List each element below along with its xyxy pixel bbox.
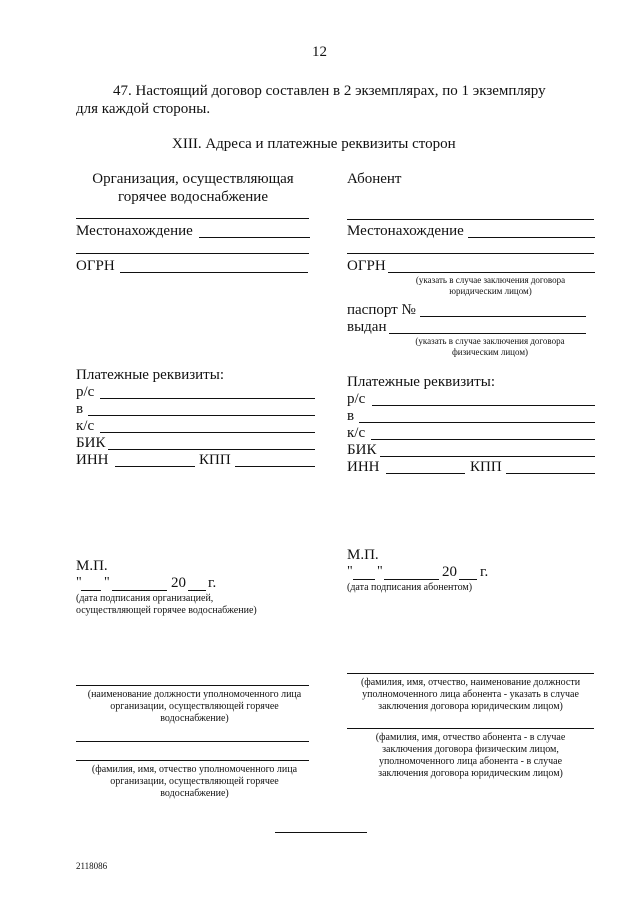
right-issued-field[interactable] bbox=[389, 333, 586, 334]
right-date-quote-close: " bbox=[377, 564, 383, 579]
right-date-day-field[interactable] bbox=[353, 579, 375, 580]
left-location-label: Местонахождение bbox=[76, 223, 193, 239]
clause-line-2: для каждой стороны. bbox=[76, 101, 211, 117]
right-kpp-label: КПП bbox=[470, 459, 502, 475]
left-location-line-2 bbox=[76, 253, 309, 254]
left-kpp-field[interactable] bbox=[235, 466, 315, 467]
right-position-caption-line-1: (фамилия, имя, отчество, наименование должности bbox=[360, 677, 581, 688]
right-date-caption: (дата подписания абонентом) bbox=[347, 582, 473, 593]
left-ks-field[interactable] bbox=[100, 432, 315, 433]
right-location-field[interactable] bbox=[468, 237, 595, 238]
closing-rule bbox=[275, 832, 367, 833]
right-date-month-field[interactable] bbox=[384, 579, 439, 580]
left-name-caption-line-2: организации, осуществляющей горячее bbox=[110, 776, 279, 787]
left-position-caption-line-1: (наименование должности уполномоченного лица bbox=[87, 689, 302, 700]
section-title: XIII. Адреса и платежные реквизиты сторон bbox=[172, 136, 456, 152]
left-rs-label: р/с bbox=[76, 384, 95, 400]
left-kpp-label: КПП bbox=[199, 452, 231, 468]
left-ogrn-label: ОГРН bbox=[76, 258, 115, 274]
left-position-signature-line[interactable] bbox=[76, 685, 309, 686]
right-ogrn-caption-line-1: (указать в случае заключения договора bbox=[415, 275, 566, 285]
left-rs-field[interactable] bbox=[100, 398, 315, 399]
right-ogrn-field[interactable] bbox=[388, 272, 595, 273]
right-location-label: Местонахождение bbox=[347, 223, 464, 239]
right-name-caption-line-1: (фамилия, имя, отчество абонента - в случае bbox=[375, 732, 566, 743]
right-rs-field[interactable] bbox=[372, 405, 595, 406]
right-name-caption-line-3: уполномоченного лица абонента - в случае bbox=[378, 756, 563, 767]
right-v-field[interactable] bbox=[359, 422, 595, 423]
left-name-signature-line[interactable] bbox=[76, 741, 309, 742]
left-date-caption-line-2: осуществляющей горячее водоснабжение) bbox=[76, 605, 257, 616]
right-ogrn-label: ОГРН bbox=[347, 258, 386, 274]
left-heading-line-1: Организация, осуществляющая bbox=[92, 171, 294, 187]
left-bik-field[interactable] bbox=[108, 449, 315, 450]
left-position-caption-line-2: организации, осуществляющей горячее bbox=[110, 701, 279, 712]
left-heading-line-2: горячее водоснабжение bbox=[118, 189, 268, 205]
left-name-line bbox=[76, 218, 309, 219]
right-ogrn-caption-line-2: юридическим лицом) bbox=[449, 286, 532, 296]
right-name-signature-line[interactable] bbox=[347, 728, 594, 729]
left-date-year: 20 bbox=[171, 575, 186, 591]
right-date-suffix: г. bbox=[480, 564, 489, 580]
right-inn-field[interactable] bbox=[386, 473, 465, 474]
left-date-quote-close: " bbox=[104, 575, 110, 590]
right-passport-label: паспорт № bbox=[347, 302, 416, 318]
footer-code: 2118086 bbox=[76, 861, 108, 871]
left-date-year-field[interactable] bbox=[188, 590, 206, 591]
right-date-year-field[interactable] bbox=[459, 579, 477, 580]
left-v-label: в bbox=[76, 401, 84, 417]
right-name-line bbox=[347, 219, 594, 220]
right-payment-heading: Платежные реквизиты: bbox=[347, 374, 495, 390]
left-inn-label: ИНН bbox=[76, 452, 109, 468]
right-position-caption-line-3: заключения договора юридическим лицом) bbox=[378, 701, 563, 712]
left-inn-field[interactable] bbox=[115, 466, 195, 467]
right-passport-caption-line-2: физическим лицом) bbox=[451, 347, 529, 357]
right-inn-label: ИНН bbox=[347, 459, 380, 475]
left-name-caption-line-1: (фамилия, имя, отчество уполномоченного лица bbox=[91, 764, 298, 775]
right-heading: Абонент bbox=[347, 171, 402, 187]
right-location-line-2 bbox=[347, 253, 594, 254]
page-number: 12 bbox=[312, 44, 327, 60]
left-bik-label: БИК bbox=[76, 435, 106, 451]
left-date-caption-line-1: (дата подписания организацией, bbox=[76, 593, 214, 604]
right-position-caption-line-2: уполномоченного лица абонента - указать в случае bbox=[362, 689, 579, 700]
left-name-caption-line-3: водоснабжение) bbox=[160, 788, 229, 799]
right-rs-label: р/с bbox=[347, 391, 366, 407]
left-ks-label: к/с bbox=[76, 418, 95, 434]
right-v-label: в bbox=[347, 408, 355, 424]
right-kpp-field[interactable] bbox=[506, 473, 595, 474]
right-passport-caption-line-1: (указать в случае заключения договора bbox=[415, 336, 565, 346]
left-date-month-field[interactable] bbox=[112, 590, 167, 591]
left-payment-heading: Платежные реквизиты: bbox=[76, 367, 224, 383]
right-ks-label: к/с bbox=[347, 425, 366, 441]
right-date-quote-open: " bbox=[347, 564, 353, 579]
left-location-field[interactable] bbox=[199, 237, 310, 238]
right-mp-label: М.П. bbox=[347, 547, 379, 563]
left-date-suffix: г. bbox=[208, 575, 217, 591]
clause-line-1: 47. Настоящий договор составлен в 2 экземплярах, по 1 экземпляру bbox=[113, 83, 546, 99]
right-issued-label: выдан bbox=[347, 319, 387, 335]
right-passport-field[interactable] bbox=[420, 316, 586, 317]
right-bik-field[interactable] bbox=[380, 456, 595, 457]
left-v-field[interactable] bbox=[88, 415, 315, 416]
left-date-quote-open: " bbox=[76, 575, 82, 590]
left-name-signature-line-2[interactable] bbox=[76, 760, 309, 761]
right-name-caption-line-4: заключения договора юридическим лицом) bbox=[378, 768, 563, 779]
right-position-signature-line[interactable] bbox=[347, 673, 594, 674]
left-date-day-field[interactable] bbox=[81, 590, 101, 591]
right-date-year: 20 bbox=[442, 564, 457, 580]
left-mp-label: М.П. bbox=[76, 558, 108, 574]
right-bik-label: БИК bbox=[347, 442, 377, 458]
left-position-caption-line-3: водоснабжение) bbox=[160, 713, 229, 724]
right-ks-field[interactable] bbox=[371, 439, 595, 440]
left-ogrn-field[interactable] bbox=[120, 272, 308, 273]
right-name-caption-line-2: заключения договора физическим лицом, bbox=[382, 744, 559, 755]
